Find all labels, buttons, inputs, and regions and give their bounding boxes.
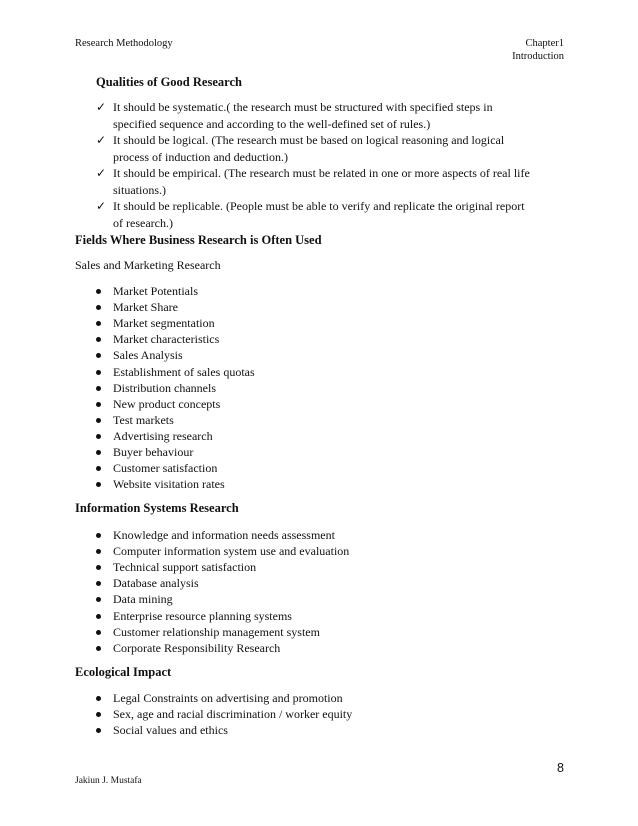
list-item-text: Social values and ethics xyxy=(113,723,228,738)
chapter-label: Chapter1 xyxy=(525,38,564,49)
list-item-text: Corporate Responsibility Research xyxy=(113,640,281,655)
list-item-text: Market Potentials xyxy=(113,284,198,298)
list-item xyxy=(96,575,199,591)
heading-ecological: Ecological Impact xyxy=(75,665,172,679)
list-item xyxy=(96,706,352,722)
list-item-text: Distribution channels xyxy=(113,380,216,395)
list-item-text: Computer information system use and evaluation xyxy=(113,544,350,559)
list-item xyxy=(96,299,178,315)
bullet-icon xyxy=(96,712,101,717)
bullet-icon xyxy=(96,696,101,701)
list-item-text: Advertising research xyxy=(113,428,213,443)
bullet-icon xyxy=(96,549,101,554)
bullet-icon xyxy=(96,305,101,310)
bullet-icon xyxy=(96,466,101,471)
list-item xyxy=(96,331,219,347)
bullet-icon xyxy=(96,565,101,570)
quality-text: It should be empirical. (The research must be related in one or more aspects of real life situations.) xyxy=(113,166,530,197)
list-item xyxy=(96,640,280,656)
quality-item xyxy=(96,165,536,198)
list-item xyxy=(96,460,217,476)
bullet-icon xyxy=(96,614,101,619)
list-item-text: Website visitation rates xyxy=(113,477,225,492)
bullet-icon xyxy=(96,418,101,423)
list-item-text: Legal Constraints on advertising and promotion xyxy=(113,691,343,705)
list-item xyxy=(96,591,173,607)
list-item xyxy=(96,444,193,460)
bullet-icon xyxy=(96,402,101,407)
list-item-text: Buyer behaviour xyxy=(113,445,194,459)
bullet-icon xyxy=(96,450,101,455)
list-item-text: Market segmentation xyxy=(113,316,215,331)
list-item xyxy=(96,347,183,363)
bullet-icon xyxy=(96,728,101,733)
list-item xyxy=(96,428,213,444)
bullet-icon xyxy=(96,337,101,342)
list-item xyxy=(96,722,228,738)
list-item xyxy=(96,543,349,559)
footer-author: Jakiun J. Mustafa xyxy=(75,776,142,786)
bullet-icon xyxy=(96,597,101,602)
quality-item xyxy=(96,198,536,231)
list-item xyxy=(96,380,216,396)
quality-text: It should be logical. (The research must be based on logical reasoning and logical process of induction and deduction.) xyxy=(113,133,505,164)
list-item-text: Market Share xyxy=(113,300,178,315)
list-item xyxy=(96,527,335,543)
bullet-icon xyxy=(96,533,101,538)
list-item-text: Market characteristics xyxy=(113,332,220,347)
list-item xyxy=(96,396,220,412)
bullet-icon xyxy=(96,370,101,375)
list-item xyxy=(96,364,255,380)
quality-item xyxy=(96,132,536,165)
list-item xyxy=(96,283,198,299)
checkmark-icon: ✓ xyxy=(96,166,107,180)
running-header-chapter xyxy=(512,37,564,63)
list-item-text: Sex, age and racial discrimination / worker equity xyxy=(113,707,353,722)
bullet-icon xyxy=(96,646,101,651)
checkmark-icon: ✓ xyxy=(96,100,107,114)
page-number: 8 xyxy=(557,761,564,775)
checkmark-icon: ✓ xyxy=(96,133,107,147)
quality-text: It should be replicable. (People must be able to verify and replicate the original report of research.) xyxy=(113,199,525,230)
list-item-text: Database analysis xyxy=(113,576,199,591)
bullet-icon xyxy=(96,353,101,358)
bullet-icon xyxy=(96,289,101,294)
bullet-icon xyxy=(96,386,101,391)
bullet-icon xyxy=(96,482,101,487)
bullet-icon xyxy=(96,321,101,326)
list-item-text: Establishment of sales quotas xyxy=(113,364,255,379)
list-item xyxy=(96,315,215,331)
list-item xyxy=(96,690,343,706)
list-item xyxy=(96,608,292,624)
running-header-title: Research Methodology xyxy=(75,38,173,49)
list-item-text: New product concepts xyxy=(113,396,221,411)
list-item-text: Customer satisfaction xyxy=(113,461,218,476)
list-item-text: Data mining xyxy=(113,592,173,607)
subheading-sales-marketing: Sales and Marketing Research xyxy=(75,258,221,272)
heading-qualities: Qualities of Good Research xyxy=(96,75,242,89)
bullet-icon xyxy=(96,581,101,586)
chapter-name: Introduction xyxy=(512,51,564,62)
heading-fields: Fields Where Business Research is Often Used xyxy=(75,233,322,247)
list-item xyxy=(96,559,256,575)
list-item-text: Technical support satisfaction xyxy=(113,560,257,575)
list-item xyxy=(96,624,320,640)
bullet-icon xyxy=(96,434,101,439)
checkmark-icon: ✓ xyxy=(96,199,107,213)
list-item-text: Customer relationship management system xyxy=(113,624,320,639)
list-item xyxy=(96,412,174,428)
list-item-text: Sales Analysis xyxy=(113,348,183,363)
quality-item xyxy=(96,99,536,132)
bullet-icon xyxy=(96,630,101,635)
list-item xyxy=(96,476,225,492)
quality-text: It should be systematic.( the research must be structured with specified steps in specified sequence and according to the well-defined set of rules.) xyxy=(113,100,493,131)
list-item-text: Test markets xyxy=(113,412,174,427)
heading-info-systems: Information Systems Research xyxy=(75,501,239,515)
list-item-text: Enterprise resource planning systems xyxy=(113,608,292,623)
list-item-text: Knowledge and information needs assessment xyxy=(113,528,335,542)
